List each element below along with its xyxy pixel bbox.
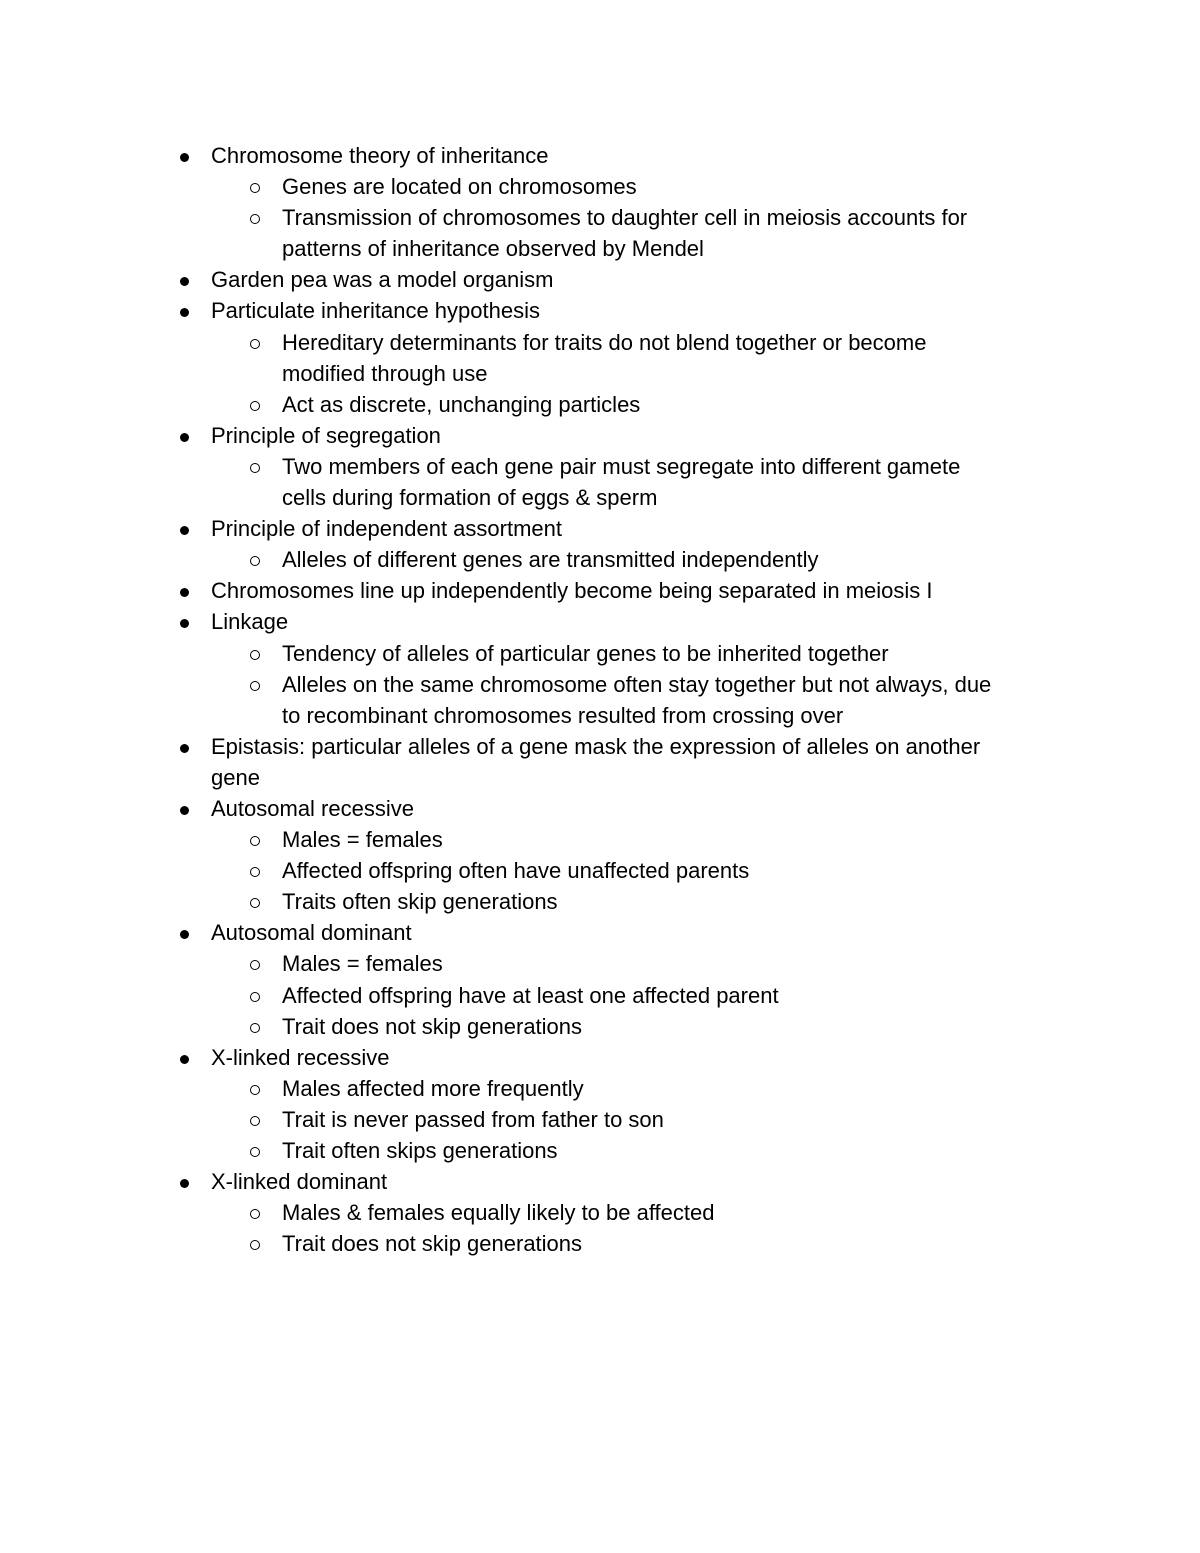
sub-list-item — [0, 855, 1200, 886]
sub-list-item — [0, 544, 1200, 575]
hollow-bullet-icon — [246, 638, 266, 669]
hollow-bullet-icon — [246, 544, 266, 575]
filled-bullet-icon — [175, 513, 195, 544]
list-item-text: Males affected more frequently — [282, 1075, 584, 1101]
sub-list-item — [0, 171, 1200, 202]
list-item-text: Alleles on the same chromosome often stay together but not always, due — [282, 671, 992, 697]
list-item-text: Trait is never passed from father to son — [282, 1106, 664, 1132]
sub-list-item — [0, 1197, 1200, 1228]
filled-bullet-icon — [175, 917, 195, 948]
hollow-bullet-icon — [246, 389, 266, 420]
hollow-bullet-icon — [246, 886, 266, 917]
sub-list-item — [0, 700, 1200, 731]
list-item-text: Males = females — [282, 827, 443, 853]
list-item-text: Principle of independent assortment — [211, 516, 562, 542]
list-item — [0, 793, 1200, 824]
list-item-text: Alleles of different genes are transmitted independently — [282, 547, 819, 573]
list-item — [0, 917, 1200, 948]
list-item — [0, 264, 1200, 295]
sub-list-item — [0, 482, 1200, 513]
sub-list-item — [0, 886, 1200, 917]
sub-list-item — [0, 638, 1200, 669]
hollow-bullet-icon — [246, 451, 266, 482]
hollow-bullet-icon — [246, 1073, 266, 1104]
sub-list-item — [0, 1104, 1200, 1135]
list-item-text: cells during formation of eggs & sperm — [282, 485, 658, 511]
list-item — [0, 140, 1200, 171]
list-item-text: Males & females equally likely to be affected — [282, 1200, 715, 1226]
list-item — [0, 513, 1200, 544]
notes-list — [0, 140, 1200, 1259]
list-item-text: Affected offspring have at least one affected parent — [282, 982, 779, 1008]
filled-bullet-icon — [175, 575, 195, 606]
list-item-text: Particulate inheritance hypothesis — [211, 298, 540, 324]
list-item-text: gene — [211, 764, 260, 790]
sub-list-item — [0, 824, 1200, 855]
sub-list-item — [0, 233, 1200, 264]
list-item-text: to recombinant chromosomes resulted from crossing over — [282, 702, 844, 728]
list-item — [0, 1166, 1200, 1197]
sub-list-item — [0, 1228, 1200, 1259]
filled-bullet-icon — [175, 295, 195, 326]
list-item-text: modified through use — [282, 360, 488, 386]
hollow-bullet-icon — [246, 669, 266, 700]
hollow-bullet-icon — [246, 1228, 266, 1259]
sub-list-item — [0, 1073, 1200, 1104]
list-item-text: Two members of each gene pair must segregate into different gamete — [282, 453, 961, 479]
filled-bullet-icon — [175, 140, 195, 171]
list-item-text: Autosomal recessive — [211, 795, 414, 821]
sub-list-item — [0, 980, 1200, 1011]
hollow-bullet-icon — [246, 202, 266, 233]
hollow-bullet-icon — [246, 1011, 266, 1042]
sub-list-item — [0, 451, 1200, 482]
hollow-bullet-icon — [246, 948, 266, 979]
list-item — [0, 606, 1200, 637]
list-item-text: Males = females — [282, 951, 443, 977]
hollow-bullet-icon — [246, 327, 266, 358]
sub-list-item — [0, 327, 1200, 358]
hollow-bullet-icon — [246, 855, 266, 886]
list-item-text: Trait often skips generations — [282, 1138, 558, 1163]
sub-list-item — [0, 1135, 1200, 1166]
list-item-text: Garden pea was a model organism — [211, 267, 554, 293]
list-item — [0, 295, 1200, 326]
sub-list-item — [0, 948, 1200, 979]
hollow-bullet-icon — [246, 1135, 266, 1166]
list-item-text: Chromosomes line up independently become being separated in meiosis I — [211, 578, 933, 604]
list-item-text: Linkage — [211, 609, 289, 635]
list-item-text: Affected offspring often have unaffected parents — [282, 858, 750, 884]
list-item-text: Trait does not skip generations — [282, 1231, 583, 1257]
list-item-text: Traits often skip generations — [282, 889, 558, 915]
list-item — [0, 575, 1200, 606]
sub-list-item — [0, 669, 1200, 700]
list-item-text: Trait does not skip generations — [282, 1013, 583, 1039]
filled-bullet-icon — [175, 731, 195, 762]
list-item — [0, 731, 1200, 762]
list-item — [0, 1042, 1200, 1073]
list-item-text: Autosomal dominant — [211, 920, 412, 946]
list-item-text: X-linked recessive — [211, 1044, 390, 1070]
list-item-text: Principle of segregation — [211, 422, 441, 448]
list-item-text: Hereditary determinants for traits do not blend together or become — [282, 329, 927, 355]
sub-list-item — [0, 1011, 1200, 1042]
hollow-bullet-icon — [246, 1197, 266, 1228]
hollow-bullet-icon — [246, 980, 266, 1011]
filled-bullet-icon — [175, 606, 195, 637]
hollow-bullet-icon — [246, 1104, 266, 1135]
hollow-bullet-icon — [246, 824, 266, 855]
filled-bullet-icon — [175, 1166, 195, 1197]
sub-list-item — [0, 202, 1200, 233]
list-item-text: Chromosome theory of inheritance — [211, 143, 549, 168]
sub-list-item — [0, 389, 1200, 420]
sub-list-item — [0, 358, 1200, 389]
filled-bullet-icon — [175, 264, 195, 295]
list-item-text: Tendency of alleles of particular genes to be inherited together — [282, 640, 889, 666]
list-item-text: Epistasis: particular alleles of a gene mask the expression of alleles on another — [211, 733, 981, 759]
filled-bullet-icon — [175, 1042, 195, 1073]
list-item-text: X-linked dominant — [211, 1169, 388, 1195]
list-item-text: Transmission of chromosomes to daughter cell in meiosis accounts for — [282, 205, 968, 231]
list-item-text: Act as discrete, unchanging particles — [282, 391, 641, 417]
hollow-bullet-icon — [246, 171, 266, 202]
filled-bullet-icon — [175, 420, 195, 451]
list-item — [0, 420, 1200, 451]
list-item — [0, 762, 1200, 793]
list-item-text: patterns of inheritance observed by Mendel — [282, 236, 704, 262]
filled-bullet-icon — [175, 793, 195, 824]
list-item-text: Genes are located on chromosomes — [282, 174, 637, 200]
